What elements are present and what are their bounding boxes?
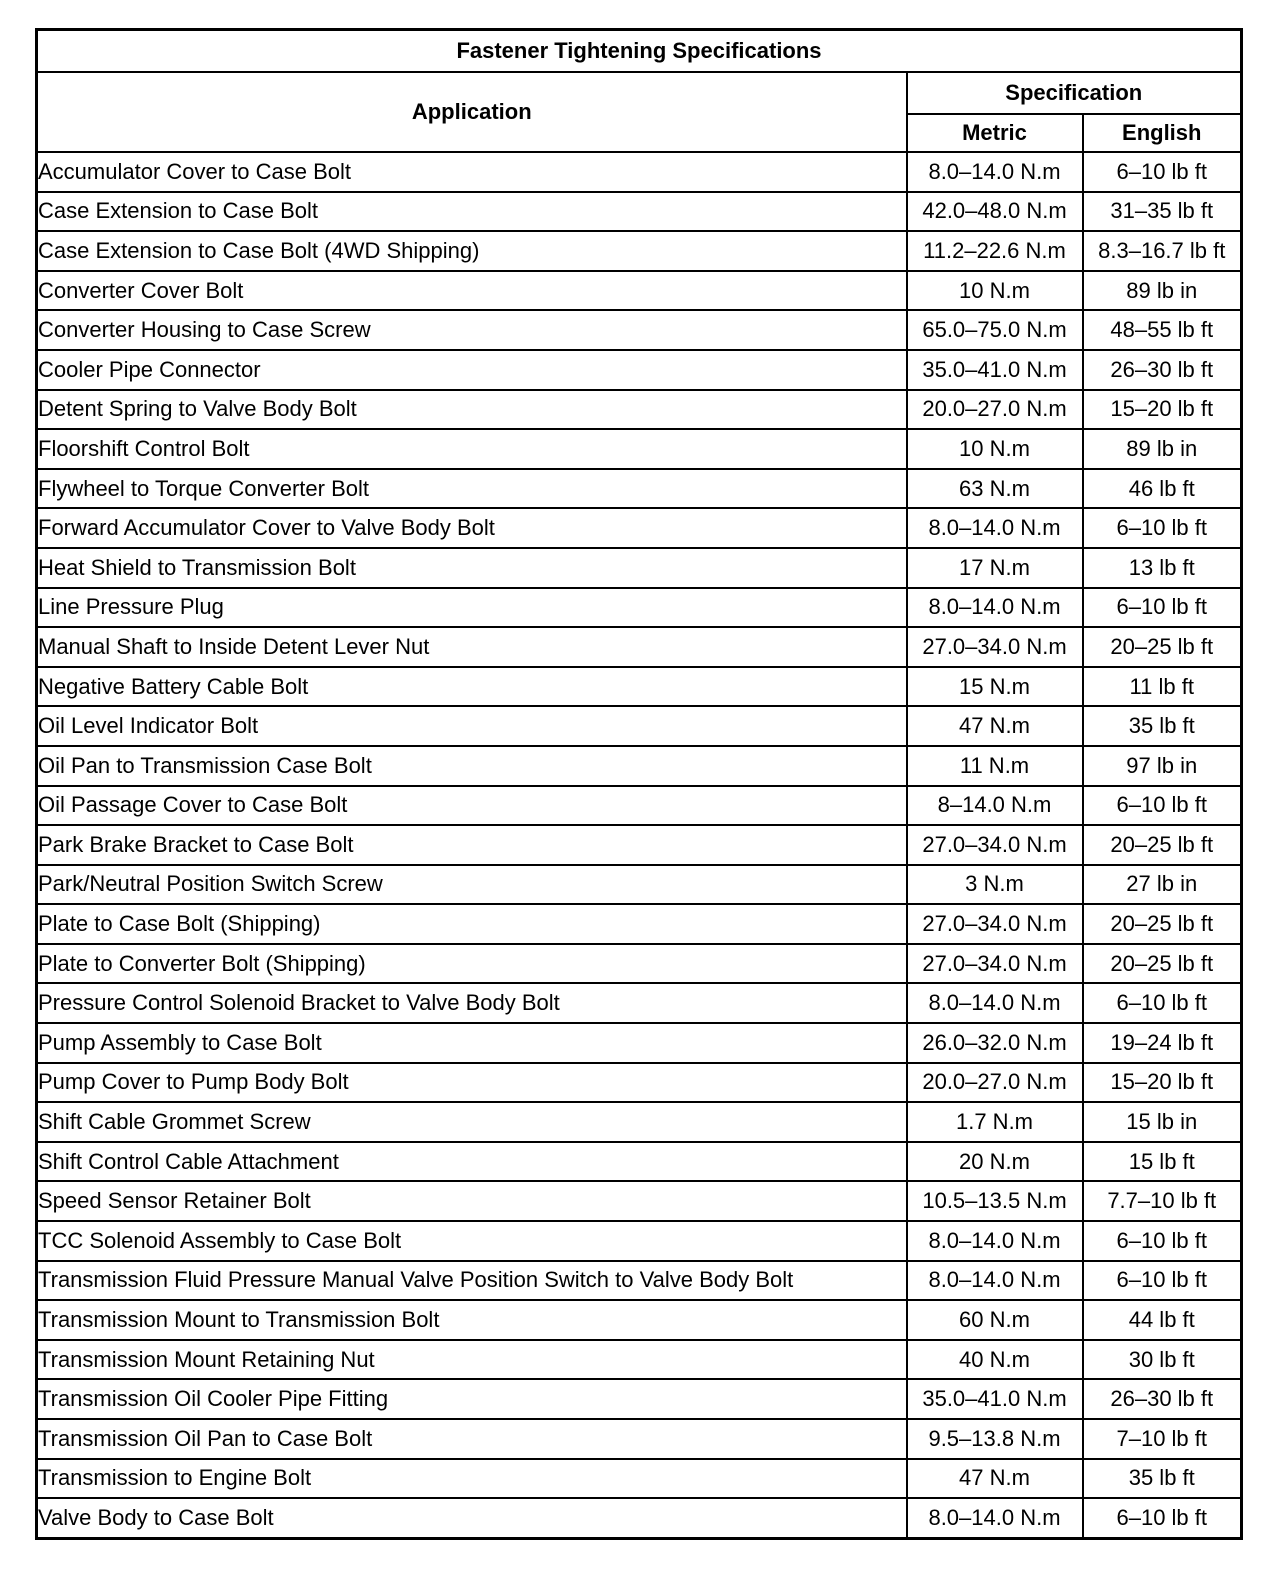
application-cell: Valve Body to Case Bolt [37, 1498, 907, 1538]
application-cell: Transmission Oil Cooler Pipe Fitting [37, 1379, 907, 1419]
metric-cell: 10 N.m [907, 271, 1083, 311]
table-row [37, 944, 1242, 984]
table-row [37, 1261, 1242, 1301]
metric-cell: 42.0–48.0 N.m [907, 192, 1083, 232]
metric-cell: 26.0–32.0 N.m [907, 1023, 1083, 1063]
table-row [37, 1142, 1242, 1182]
table-row [37, 786, 1242, 826]
english-cell: 35 lb ft [1083, 706, 1242, 746]
english-cell: 20–25 lb ft [1083, 627, 1242, 667]
metric-cell: 8.0–14.0 N.m [907, 983, 1083, 1023]
english-cell: 20–25 lb ft [1083, 825, 1242, 865]
english-cell: 15–20 lb ft [1083, 390, 1242, 430]
application-cell: Plate to Converter Bolt (Shipping) [37, 944, 907, 984]
metric-cell: 17 N.m [907, 548, 1083, 588]
application-cell: Shift Cable Grommet Screw [37, 1102, 907, 1142]
english-cell: 6–10 lb ft [1083, 1498, 1242, 1538]
table-row [37, 1102, 1242, 1142]
table-row [37, 1023, 1242, 1063]
english-cell: 7–10 lb ft [1083, 1419, 1242, 1459]
metric-cell: 15 N.m [907, 667, 1083, 707]
table-body [37, 152, 1242, 1538]
table-row [37, 152, 1242, 192]
table-row [37, 1300, 1242, 1340]
english-cell: 26–30 lb ft [1083, 1379, 1242, 1419]
application-cell: Transmission Mount Retaining Nut [37, 1340, 907, 1380]
english-cell: 6–10 lb ft [1083, 152, 1242, 192]
metric-cell: 27.0–34.0 N.m [907, 904, 1083, 944]
english-cell: 6–10 lb ft [1083, 588, 1242, 628]
table-row [37, 271, 1242, 311]
english-cell: 6–10 lb ft [1083, 1261, 1242, 1301]
application-cell: Pump Assembly to Case Bolt [37, 1023, 907, 1063]
application-cell: Shift Control Cable Attachment [37, 1142, 907, 1182]
application-cell: Case Extension to Case Bolt [37, 192, 907, 232]
metric-cell: 27.0–34.0 N.m [907, 825, 1083, 865]
metric-cell: 20.0–27.0 N.m [907, 390, 1083, 430]
metric-cell: 27.0–34.0 N.m [907, 944, 1083, 984]
metric-cell: 11 N.m [907, 746, 1083, 786]
table-row [37, 746, 1242, 786]
application-cell: Pressure Control Solenoid Bracket to Valve Body Bolt [37, 983, 907, 1023]
application-cell: Park/Neutral Position Switch Screw [37, 865, 907, 905]
english-cell: 46 lb ft [1083, 469, 1242, 509]
metric-cell: 40 N.m [907, 1340, 1083, 1380]
metric-cell: 8.0–14.0 N.m [907, 1221, 1083, 1261]
table-row [37, 983, 1242, 1023]
table-row [37, 1340, 1242, 1380]
metric-cell: 47 N.m [907, 1459, 1083, 1499]
metric-cell: 8.0–14.0 N.m [907, 588, 1083, 628]
metric-cell: 8.0–14.0 N.m [907, 508, 1083, 548]
table-row [37, 1221, 1242, 1261]
english-cell: 97 lb in [1083, 746, 1242, 786]
english-cell: 15 lb in [1083, 1102, 1242, 1142]
english-cell: 19–24 lb ft [1083, 1023, 1242, 1063]
application-cell: Transmission to Engine Bolt [37, 1459, 907, 1499]
metric-cell: 8.0–14.0 N.m [907, 1261, 1083, 1301]
table-row [37, 1379, 1242, 1419]
application-cell: Converter Cover Bolt [37, 271, 907, 311]
metric-cell: 8.0–14.0 N.m [907, 152, 1083, 192]
header-application: Application [37, 72, 907, 152]
table-title: Fastener Tightening Specifications [37, 30, 1242, 73]
application-cell: Transmission Oil Pan to Case Bolt [37, 1419, 907, 1459]
header-english: English [1083, 114, 1242, 152]
table-row [37, 548, 1242, 588]
metric-cell: 27.0–34.0 N.m [907, 627, 1083, 667]
table-row [37, 310, 1242, 350]
english-cell: 31–35 lb ft [1083, 192, 1242, 232]
metric-cell: 8–14.0 N.m [907, 786, 1083, 826]
english-cell: 89 lb in [1083, 429, 1242, 469]
table-row [37, 1459, 1242, 1499]
english-cell: 11 lb ft [1083, 667, 1242, 707]
table-row [37, 1419, 1242, 1459]
english-cell: 13 lb ft [1083, 548, 1242, 588]
metric-cell: 20.0–27.0 N.m [907, 1063, 1083, 1103]
metric-cell: 47 N.m [907, 706, 1083, 746]
english-cell: 6–10 lb ft [1083, 1221, 1242, 1261]
english-cell: 27 lb in [1083, 865, 1242, 905]
metric-cell: 65.0–75.0 N.m [907, 310, 1083, 350]
table-row [37, 1063, 1242, 1103]
application-cell: Negative Battery Cable Bolt [37, 667, 907, 707]
table-row [37, 904, 1242, 944]
application-cell: Heat Shield to Transmission Bolt [37, 548, 907, 588]
metric-cell: 35.0–41.0 N.m [907, 1379, 1083, 1419]
english-cell: 20–25 lb ft [1083, 904, 1242, 944]
application-cell: Converter Housing to Case Screw [37, 310, 907, 350]
english-cell: 89 lb in [1083, 271, 1242, 311]
english-cell: 15 lb ft [1083, 1142, 1242, 1182]
table-row [37, 508, 1242, 548]
metric-cell: 10 N.m [907, 429, 1083, 469]
table-row [37, 588, 1242, 628]
english-cell: 6–10 lb ft [1083, 508, 1242, 548]
application-cell: Cooler Pipe Connector [37, 350, 907, 390]
application-cell: Flywheel to Torque Converter Bolt [37, 469, 907, 509]
application-cell: Forward Accumulator Cover to Valve Body Bolt [37, 508, 907, 548]
application-cell: Plate to Case Bolt (Shipping) [37, 904, 907, 944]
application-cell: TCC Solenoid Assembly to Case Bolt [37, 1221, 907, 1261]
metric-cell: 11.2–22.6 N.m [907, 231, 1083, 271]
table-row [37, 706, 1242, 746]
english-cell: 30 lb ft [1083, 1340, 1242, 1380]
english-cell: 48–55 lb ft [1083, 310, 1242, 350]
table-row [37, 192, 1242, 232]
application-cell: Oil Level Indicator Bolt [37, 706, 907, 746]
table-row [37, 627, 1242, 667]
table-row [37, 390, 1242, 430]
application-cell: Floorshift Control Bolt [37, 429, 907, 469]
table-row [37, 865, 1242, 905]
table-row [37, 667, 1242, 707]
metric-cell: 35.0–41.0 N.m [907, 350, 1083, 390]
table-row [37, 825, 1242, 865]
application-cell: Oil Pan to Transmission Case Bolt [37, 746, 907, 786]
english-cell: 6–10 lb ft [1083, 786, 1242, 826]
application-cell: Detent Spring to Valve Body Bolt [37, 390, 907, 430]
application-cell: Pump Cover to Pump Body Bolt [37, 1063, 907, 1103]
metric-cell: 60 N.m [907, 1300, 1083, 1340]
english-cell: 15–20 lb ft [1083, 1063, 1242, 1103]
application-cell: Speed Sensor Retainer Bolt [37, 1181, 907, 1221]
header-metric: Metric [907, 114, 1083, 152]
metric-cell: 3 N.m [907, 865, 1083, 905]
english-cell: 35 lb ft [1083, 1459, 1242, 1499]
english-cell: 6–10 lb ft [1083, 983, 1242, 1023]
english-cell: 7.7–10 lb ft [1083, 1181, 1242, 1221]
application-cell: Transmission Mount to Transmission Bolt [37, 1300, 907, 1340]
english-cell: 26–30 lb ft [1083, 350, 1242, 390]
application-cell: Oil Passage Cover to Case Bolt [37, 786, 907, 826]
application-cell: Transmission Fluid Pressure Manual Valve Position Switch to Valve Body Bolt [37, 1261, 907, 1301]
metric-cell: 1.7 N.m [907, 1102, 1083, 1142]
metric-cell: 8.0–14.0 N.m [907, 1498, 1083, 1538]
fastener-spec-table [35, 28, 1243, 1540]
table-row [37, 1181, 1242, 1221]
table-row [37, 429, 1242, 469]
application-cell: Case Extension to Case Bolt (4WD Shipping) [37, 231, 907, 271]
metric-cell: 9.5–13.8 N.m [907, 1419, 1083, 1459]
english-cell: 44 lb ft [1083, 1300, 1242, 1340]
application-cell: Manual Shaft to Inside Detent Lever Nut [37, 627, 907, 667]
english-cell: 20–25 lb ft [1083, 944, 1242, 984]
table-row [37, 469, 1242, 509]
application-cell: Line Pressure Plug [37, 588, 907, 628]
header-specification: Specification [907, 72, 1242, 114]
table-row [37, 231, 1242, 271]
application-cell: Accumulator Cover to Case Bolt [37, 152, 907, 192]
metric-cell: 20 N.m [907, 1142, 1083, 1182]
application-cell: Park Brake Bracket to Case Bolt [37, 825, 907, 865]
table-row [37, 350, 1242, 390]
metric-cell: 63 N.m [907, 469, 1083, 509]
english-cell: 8.3–16.7 lb ft [1083, 231, 1242, 271]
table-row [37, 1498, 1242, 1538]
metric-cell: 10.5–13.5 N.m [907, 1181, 1083, 1221]
